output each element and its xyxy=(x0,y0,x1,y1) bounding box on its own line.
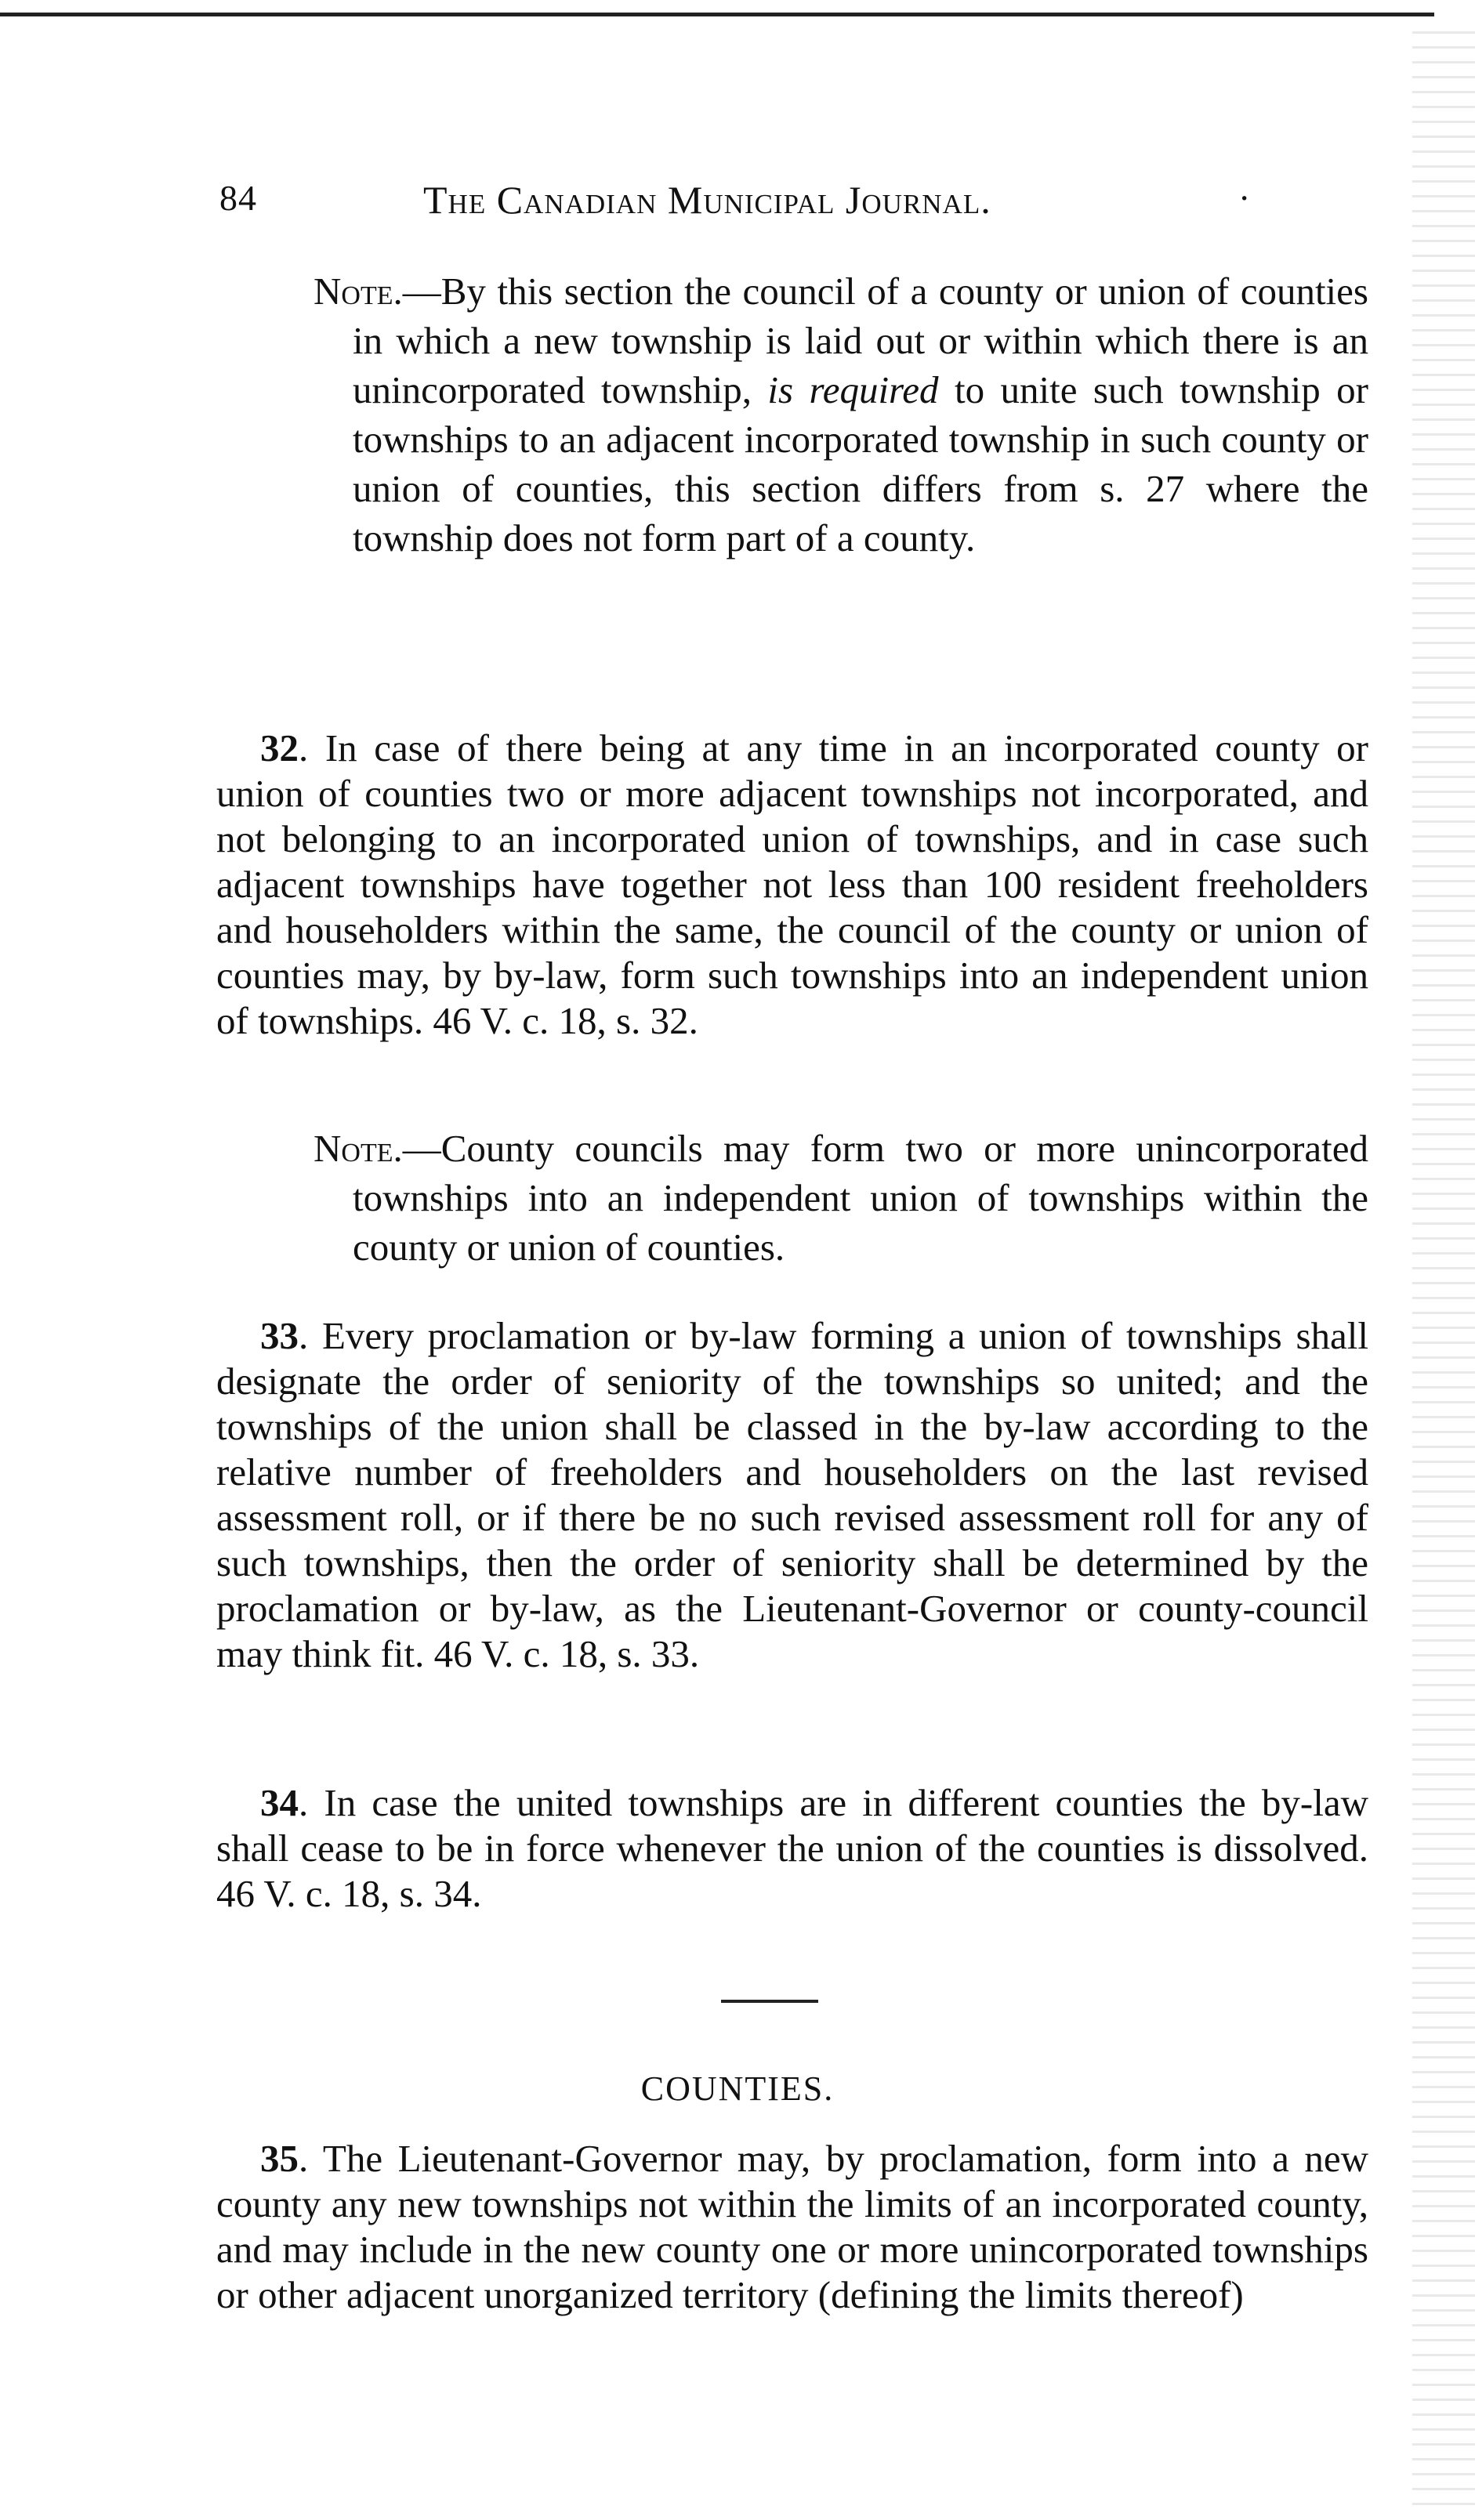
section-number: 35 xyxy=(260,2137,299,2180)
page-header xyxy=(219,177,1254,240)
note-text xyxy=(313,266,1368,563)
section-32 xyxy=(216,726,1368,1044)
note-section-32 xyxy=(313,1124,1368,1272)
note-label: Note. xyxy=(313,270,403,313)
note-section-31 xyxy=(313,266,1368,563)
note-text-part1: By this section the council of a county or union of counties in which a new township is laid out or within which there is an unincorporated township, xyxy=(353,270,1368,411)
section-heading-counties: COUNTIES. xyxy=(640,2069,835,2108)
section-text: . The Lieutenant-Governor may, by proclamation, form into a new county any new townships not within the limits of an incorporated county, and may include in the new county one or more unincorporated townships or other adjacent unorganized territory (defining the limits thereof) xyxy=(216,2137,1368,2316)
section-number: 32 xyxy=(260,726,299,769)
section-35 xyxy=(216,2136,1368,2318)
note-label: Note. xyxy=(313,1127,403,1170)
note-text-part2: to unite such township or townships to an adjacent incorporated township in such county or union of counties, this section differs from s. 27 where the township does not form part of a county. xyxy=(353,368,1368,559)
note-dash: — xyxy=(402,1127,441,1170)
section-number: 34 xyxy=(260,1781,299,1824)
section-34 xyxy=(216,1780,1368,1917)
note-text-body: County councils may form two or more unincorporated townships into an independent union of townships within the county or union of counties. xyxy=(353,1127,1368,1269)
section-divider xyxy=(721,2000,818,2003)
running-title: The Canadian Municipal Journal. xyxy=(423,178,991,222)
note-text xyxy=(313,1124,1368,1272)
section-text: . In case the united townships are in different counties the by-law shall cease to be in force whenever the union of the counties is dissolved. 46 V. c. 18, s. 34. xyxy=(216,1781,1368,1915)
section-number: 33 xyxy=(260,1314,299,1357)
scan-edge-artifact xyxy=(1412,31,1475,2515)
section-text: . In case of there being at any time in an incorporated county or union of counties two or more adjacent townships not incorporated, and not belonging to an incorporated union of townships, and in case such adjacent townships have together not less than 100 resident freeholders and householders within the same, the council of the county or union of counties may, by by-law, form such townships into an independent union of townships. 46 V. c. 18, s. 32. xyxy=(216,726,1368,1042)
page-number: 84 xyxy=(219,178,257,218)
top-rule xyxy=(0,13,1434,16)
header-mark: · xyxy=(1238,178,1252,218)
note-emphasis: is required xyxy=(767,368,939,411)
section-text: . Every proclamation or by-law forming a union of townships shall designate the order of seniority of the townships so united; and the townships of the union shall be classed in the by-law according to the relative number of freeholders and householders on the last revised assessment roll, or if there be no such revised assessment roll for any of such townships, then the order of seniority shall be determined by the proclamation or by-law, as the Lieutenant-Governor or county-council may think fit. 46 V. c. 18, s. 33. xyxy=(216,1314,1368,1675)
note-dash: — xyxy=(402,270,441,313)
section-33 xyxy=(216,1313,1368,1677)
